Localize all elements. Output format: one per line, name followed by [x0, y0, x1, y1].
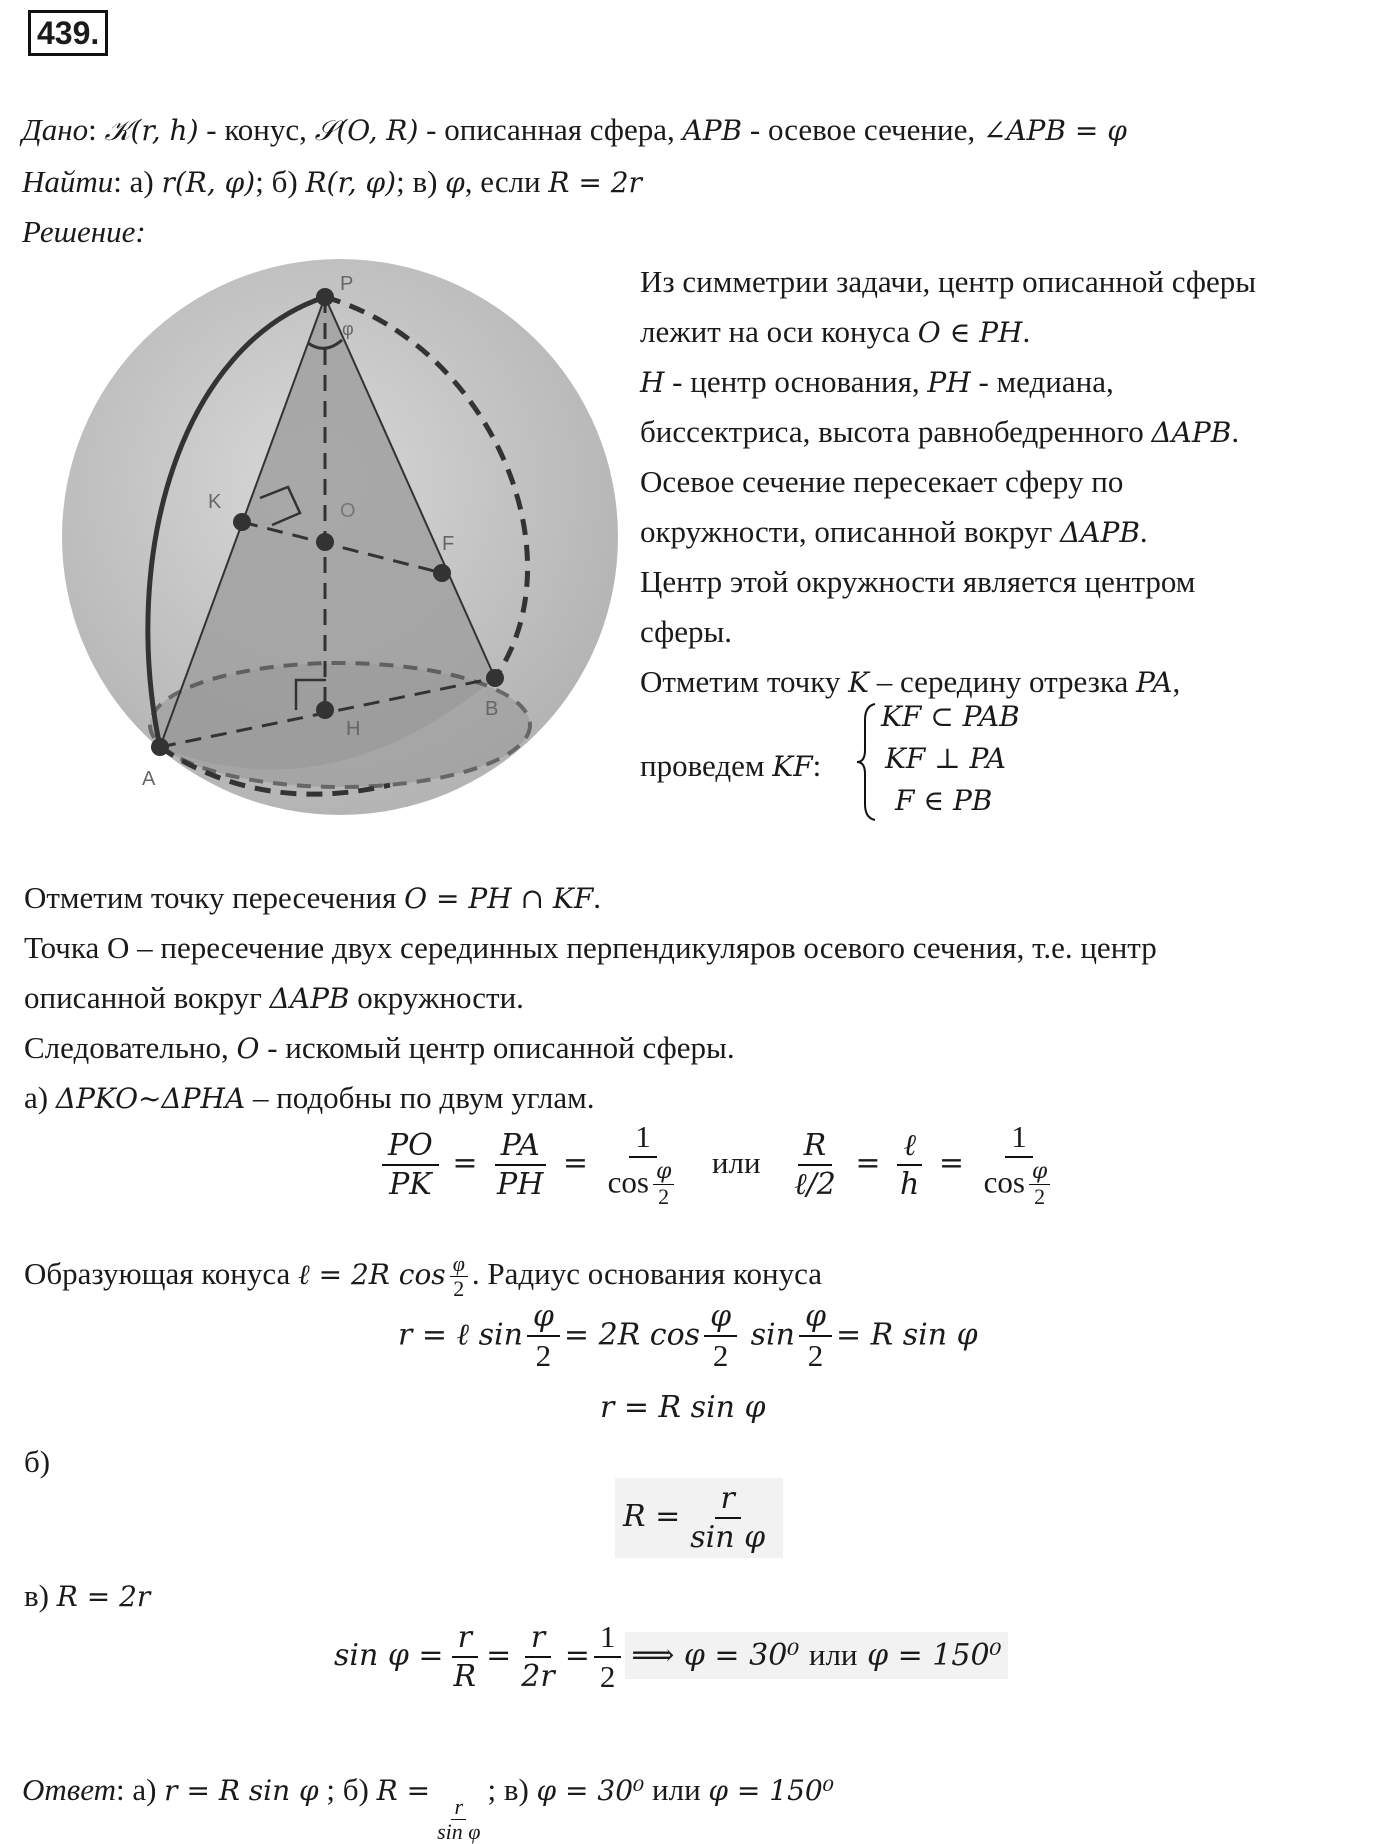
answer-label: Ответ [22, 1772, 116, 1807]
frac-phi-2-a [653, 1160, 674, 1209]
eq5-result [625, 1632, 1007, 1679]
frac-phi-2-b [1029, 1160, 1050, 1209]
para-8 [24, 1576, 150, 1617]
f4d: ℓ/2 [794, 1166, 836, 1202]
frac-po-pk [382, 1129, 439, 1201]
label-H: H [346, 718, 361, 740]
ans-b-n: r [451, 1795, 466, 1820]
answer-line [22, 1770, 834, 1844]
rt-l2m: O ∈ PH [917, 316, 1023, 349]
phi-a: φ [653, 1160, 674, 1185]
f3d-b: cos [983, 1164, 1025, 1200]
point-F [433, 564, 451, 582]
eq5b: ⟹ φ = 30⁰ [631, 1638, 800, 1674]
two-e: 2 [712, 1338, 729, 1373]
eq5a: sin φ = [334, 1638, 444, 1674]
ans-a-label: : а) [115, 1772, 165, 1807]
f2d: PH [497, 1166, 544, 1202]
find-cond-text: , если [464, 164, 549, 199]
p8a: в) [24, 1578, 57, 1613]
rt-l2b: . [1022, 314, 1031, 349]
right-line-9 [640, 662, 1180, 703]
eq5c: φ = 150⁰ [867, 1638, 1002, 1674]
rt-l9m: K [848, 666, 870, 699]
p1a: Отметим точку пересечения [24, 880, 405, 915]
para-7: б) [24, 1444, 51, 1479]
rt-l4b: . [1231, 414, 1240, 449]
label-F: F [442, 533, 455, 555]
p6a: Образующая конуса [24, 1255, 299, 1291]
eq5f2n: r [525, 1621, 551, 1658]
right-line-6 [640, 512, 1148, 553]
para-1 [24, 878, 601, 919]
rt-l4m: ΔAPB [1151, 416, 1232, 449]
p1m: O = PH ∩ KF [404, 882, 594, 915]
find-line [22, 162, 642, 203]
p8m: R = 2r [56, 1580, 151, 1613]
label-phi: φ [342, 319, 354, 339]
para-6 [24, 1252, 822, 1301]
phi-b: φ [1029, 1160, 1050, 1185]
right-line-3 [640, 362, 1114, 403]
frac-phi-2-e [704, 1300, 737, 1373]
find-cond: R = 2r [548, 166, 642, 199]
f5n: ℓ [897, 1129, 922, 1166]
eq2b: = 2R cos [563, 1317, 701, 1353]
ans-frac [434, 1795, 483, 1844]
find-c: φ [445, 166, 465, 199]
eq5f1d: R [453, 1659, 477, 1695]
f2n: PA [495, 1129, 546, 1166]
point-K [233, 513, 251, 531]
frac-1-cos [602, 1120, 685, 1209]
p5a: а) [24, 1080, 56, 1115]
p6m: ℓ = 2R cos [298, 1257, 446, 1291]
given-cone: 𝒦(r, h) [104, 114, 199, 147]
find-c-label: ; в) [396, 164, 446, 199]
rt-l9m2: PA [1136, 666, 1173, 699]
point-A [151, 738, 169, 756]
f6n: 1 [1005, 1120, 1033, 1158]
cone-sphere-figure [60, 255, 620, 815]
equation-radius [398, 1300, 978, 1373]
eq5f3d: 2 [599, 1659, 616, 1695]
rt-l3m2: PH [927, 366, 971, 399]
right-line-2 [640, 312, 1030, 353]
p1b: . [593, 880, 602, 915]
label-K: K [208, 491, 222, 513]
ans-c: φ = 30⁰ [536, 1774, 645, 1807]
frac-r-R [448, 1621, 483, 1693]
equation-result-b [615, 1478, 783, 1558]
ans-b-d: sin φ [437, 1819, 481, 1844]
two-f: 2 [807, 1338, 824, 1373]
solution-label: Решение: [22, 214, 146, 249]
right-line-7: Центр этой окружности является центром [640, 564, 1196, 599]
ans-c2: φ = 150⁰ [708, 1774, 834, 1807]
eq5ili: или [808, 1637, 858, 1673]
given-section-text: - осевое сечение, [742, 112, 983, 147]
given-cone-text: - конус, [198, 112, 315, 147]
right-line-5: Осевое сечение пересекает сферу по [640, 464, 1124, 499]
ans-ili: или [644, 1772, 709, 1807]
point-P [316, 288, 334, 306]
find-a: r(R, φ) [161, 166, 256, 199]
eq2a: r = ℓ sin [398, 1317, 523, 1353]
eq4d: sin φ [690, 1520, 766, 1555]
given-section: APB [682, 114, 743, 147]
given-sphere-text: - описанная сфера, [418, 112, 683, 147]
eq-sign-1: = [452, 1145, 478, 1181]
equation-similarity [378, 1120, 1064, 1209]
phi-c: φ [450, 1252, 468, 1277]
given-sphere: 𝒮(O, R) [314, 114, 419, 147]
frac-phi-2-c [450, 1252, 468, 1301]
eq5f2d: 2r [521, 1659, 555, 1695]
find-label: Найти [22, 164, 114, 199]
curly-brace [855, 700, 879, 824]
equation-result-a: r = R sin φ [600, 1390, 766, 1425]
f3d: cos [607, 1164, 649, 1200]
right-line-10 [640, 746, 821, 787]
frac-r-sin [684, 1482, 771, 1554]
right-line-4 [640, 412, 1239, 453]
ili-1: или [711, 1144, 761, 1180]
eq4R: R = [623, 1499, 681, 1534]
eq-sign-2: = [562, 1145, 589, 1181]
rt-l9c: , [1172, 664, 1181, 699]
right-line-1: Из симметрии задачи, центр описанной сферы [640, 264, 1257, 299]
two-c: 2 [453, 1276, 465, 1302]
frac-phi-2-d [527, 1300, 560, 1373]
f1d: PK [389, 1166, 432, 1202]
f4n: R [798, 1129, 833, 1166]
rt-l10a: проведем [640, 748, 773, 783]
ans-b-m: R = [376, 1774, 431, 1807]
rt-l3m: H [640, 366, 665, 399]
ans-c-label: ; в) [487, 1772, 537, 1807]
p3m: ΔAPB [269, 982, 350, 1015]
p4m: O [236, 1032, 260, 1065]
para-2: Точка O – пересечение двух серединных перпендикуляров осевого сечения, т.е. центр [24, 930, 1157, 965]
two-b: 2 [1034, 1184, 1046, 1210]
rt-l10b: : [812, 748, 822, 783]
label-B: B [485, 698, 499, 720]
para-3 [24, 978, 524, 1019]
right-line-8: сферы. [640, 614, 733, 649]
p6b: . Радиус основания конуса [471, 1255, 823, 1291]
frac-r-l2 [788, 1129, 842, 1201]
find-b: R(r, φ) [305, 166, 397, 199]
eq-sign-3: = [855, 1145, 881, 1181]
f5d: h [900, 1166, 920, 1202]
ans-b-label: ; б) [318, 1772, 377, 1807]
p5m: ΔPKO~ΔPHA [55, 1082, 246, 1115]
system-row-1: KF ⊂ PAB [881, 700, 1020, 733]
find-a-label: : а) [113, 164, 162, 199]
frac-r-2r [515, 1621, 560, 1693]
f3n: 1 [629, 1120, 657, 1158]
rt-l6a: окружности, описанной вокруг [640, 514, 1061, 549]
phi-e: φ [704, 1300, 737, 1337]
frac-1-cos-b [978, 1120, 1061, 1209]
p5b: – подобны по двум углам. [245, 1080, 595, 1115]
p3b: окружности. [349, 980, 524, 1015]
rt-l3b: - медиана, [970, 364, 1114, 399]
eq2c: sin [750, 1317, 795, 1353]
label-A: A [142, 768, 156, 790]
p3a: описанной вокруг [24, 980, 270, 1015]
eq5f3n: 1 [594, 1620, 622, 1658]
given-label: Дано [22, 112, 89, 147]
solution-label-text: Решение [22, 214, 136, 249]
equation-result-c: sin φ = $\frac{r}{R}$ = $\frac{r}{2r}$ = $\frac{1}{2}$ ⟹ φ = 30⁰ или φ = 150⁰ [334, 1620, 1008, 1694]
label-P: P [340, 273, 354, 295]
ans-a: r = R sin φ [164, 1774, 319, 1807]
label-O: O [340, 500, 356, 522]
para-4 [24, 1028, 735, 1069]
rt-l9a: Отметим точку [640, 664, 849, 699]
p4b: - искомый центр описанной сферы. [259, 1030, 735, 1065]
rt-l10m: KF [772, 750, 813, 783]
two-a: 2 [658, 1184, 670, 1210]
rt-l6b: . [1139, 514, 1148, 549]
rt-l6m: ΔAPB [1060, 516, 1140, 549]
system-row-3: F ∈ PB [895, 784, 993, 817]
rt-l2a: лежит на оси конуса [640, 314, 918, 349]
frac-1-2 [594, 1620, 622, 1694]
eq2d: = R sin φ [835, 1317, 978, 1353]
point-O [316, 533, 334, 551]
rt-l9b: – середину отрезка [869, 664, 1136, 699]
find-b-label: ; б) [255, 164, 306, 199]
problem-number: 439. [28, 10, 108, 56]
system-row-2: KF ⊥ PA [885, 742, 1006, 775]
phi-f: φ [799, 1300, 832, 1337]
point-B [486, 669, 504, 687]
para-5 [24, 1078, 594, 1119]
point-H [316, 701, 334, 719]
frac-phi-2-f [799, 1300, 832, 1373]
phi-d: φ [527, 1300, 560, 1337]
rt-l4a: биссектриса, высота равнобедренного [640, 414, 1152, 449]
given-line: Дано: 𝒦(r, h) - конус, 𝒮(O, R) - описанная сфера, APB - осевое сечение, ∠APB = φ [22, 112, 1127, 147]
p4a: Следовательно, [24, 1030, 237, 1065]
f1n: PO [382, 1129, 439, 1166]
eq5f1n: r [452, 1621, 478, 1658]
frac-pa-ph [491, 1129, 549, 1201]
frac-l-h [894, 1129, 925, 1201]
given-angle: ∠APB = φ [982, 114, 1127, 147]
eq-sign-4: = [938, 1145, 965, 1181]
eq4n: r [715, 1482, 741, 1519]
rt-l3a: - центр основания, [664, 364, 928, 399]
two-d: 2 [535, 1338, 552, 1373]
